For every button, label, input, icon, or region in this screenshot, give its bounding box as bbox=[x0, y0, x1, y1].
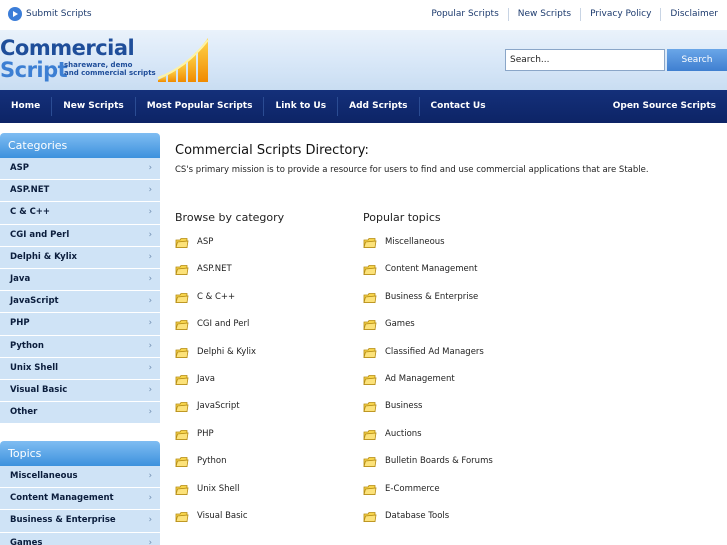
browse-category-link[interactable]: Delphi & Kylix bbox=[197, 346, 257, 357]
sidebar-topic-content-management[interactable]: Content Management › bbox=[0, 488, 160, 510]
nav-link-to-us[interactable]: Link to Us bbox=[264, 97, 338, 116]
sidebar-item-delphi-kylix[interactable]: Delphi & Kylix › bbox=[0, 247, 160, 269]
nav-add-scripts[interactable]: Add Scripts bbox=[338, 97, 419, 116]
browse-category-item[interactable] bbox=[175, 264, 355, 291]
browse-category-link[interactable]: ASP bbox=[197, 237, 214, 247]
popular-topic-link[interactable]: Business & Enterprise bbox=[385, 291, 479, 302]
browse-category-item[interactable] bbox=[175, 484, 355, 511]
popular-topics bbox=[363, 211, 543, 538]
folder-icon bbox=[363, 237, 377, 249]
browse-category-link[interactable]: ASP.NET bbox=[197, 264, 232, 275]
main-nav bbox=[0, 90, 727, 123]
submit-scripts-label: Submit Scripts bbox=[26, 9, 92, 19]
site-logo[interactable] bbox=[0, 36, 215, 86]
bar-chart-logo-icon bbox=[156, 36, 212, 82]
folder-icon bbox=[175, 511, 189, 523]
browse-category-item[interactable] bbox=[175, 511, 355, 538]
folder-icon bbox=[363, 429, 377, 441]
browse-category-link[interactable]: Python bbox=[197, 456, 227, 467]
submit-scripts-link[interactable] bbox=[8, 7, 92, 21]
folder-icon bbox=[363, 484, 377, 496]
top-link-popular-scripts[interactable]: Popular Scripts bbox=[431, 9, 499, 19]
sidebar-topic-games[interactable]: Games › bbox=[0, 533, 160, 545]
sidebar-item-javascript[interactable]: JavaScript › bbox=[0, 291, 160, 313]
folder-icon bbox=[175, 292, 189, 304]
sidebar-item-java[interactable]: Java › bbox=[0, 269, 160, 291]
sidebar-topic-business-enterprise[interactable]: Business & Enterprise › bbox=[0, 510, 160, 532]
popular-topic-item[interactable] bbox=[363, 264, 543, 291]
folder-icon bbox=[175, 429, 189, 441]
popular-topic-link[interactable]: Business bbox=[385, 401, 423, 412]
sidebar-categories bbox=[0, 133, 160, 424]
browse-category-link[interactable]: Visual Basic bbox=[197, 510, 248, 521]
sidebar-item-aspnet[interactable]: ASP.NET › bbox=[0, 180, 160, 202]
folder-icon bbox=[175, 374, 189, 386]
popular-topic-link[interactable]: Ad Management bbox=[385, 373, 455, 384]
logo-line1: Commercial bbox=[0, 36, 135, 60]
browse-category-link[interactable]: CGI and Perl bbox=[197, 319, 250, 330]
popular-topic-link[interactable]: Auctions bbox=[385, 428, 422, 439]
main-content bbox=[175, 143, 715, 521]
popular-heading: Popular topics bbox=[363, 211, 441, 224]
nav-open-source-scripts[interactable]: Open Source Scripts bbox=[612, 101, 716, 111]
sidebar-topics bbox=[0, 441, 160, 545]
top-link-disclaimer[interactable]: Disclaimer bbox=[660, 8, 727, 21]
browse-category-item[interactable] bbox=[175, 429, 355, 456]
folder-icon bbox=[363, 319, 377, 331]
popular-topic-item[interactable] bbox=[363, 237, 543, 264]
sidebar-item-cgi-perl[interactable]: CGI and Perl › bbox=[0, 225, 160, 247]
browse-category-item[interactable] bbox=[175, 237, 355, 264]
popular-topic-item[interactable] bbox=[363, 484, 543, 511]
top-link-new-scripts[interactable]: New Scripts bbox=[508, 8, 580, 21]
folder-icon bbox=[175, 484, 189, 496]
top-link-privacy-policy[interactable]: Privacy Policy bbox=[580, 8, 660, 21]
browse-category-item[interactable] bbox=[175, 347, 355, 374]
top-links bbox=[422, 8, 727, 21]
topics-heading: Topics bbox=[0, 441, 160, 466]
browse-category-link[interactable]: Unix Shell bbox=[197, 483, 240, 494]
header bbox=[0, 30, 727, 90]
folder-icon bbox=[175, 401, 189, 413]
folder-icon bbox=[363, 511, 377, 523]
browse-category-item[interactable] bbox=[175, 319, 355, 346]
browse-heading: Browse by category bbox=[175, 211, 285, 224]
folder-icon bbox=[363, 374, 377, 386]
folder-icon bbox=[175, 237, 189, 249]
search-button[interactable]: Search bbox=[667, 49, 727, 71]
popular-topic-link[interactable]: Classified Ad Managers bbox=[385, 346, 484, 357]
sidebar-item-visual-basic[interactable]: Visual Basic › bbox=[0, 380, 160, 402]
browse-category-link[interactable]: Java bbox=[197, 373, 215, 384]
browse-list bbox=[175, 237, 355, 538]
browse-category-link[interactable]: C & C++ bbox=[197, 291, 236, 302]
folder-icon bbox=[363, 401, 377, 413]
browse-category-item[interactable] bbox=[175, 292, 355, 319]
page-title: Commercial Scripts Directory: bbox=[175, 143, 369, 158]
popular-topic-item[interactable] bbox=[363, 429, 543, 456]
sidebar-item-other[interactable]: Other › bbox=[0, 402, 160, 424]
popular-topic-item[interactable] bbox=[363, 319, 543, 346]
browse-category-item[interactable] bbox=[175, 374, 355, 401]
popular-topic-item[interactable] bbox=[363, 347, 543, 374]
sidebar-item-asp[interactable]: ASP › bbox=[0, 158, 160, 180]
popular-topic-item[interactable] bbox=[363, 511, 543, 538]
logo-tagline: shareware, demo and commercial scripts bbox=[64, 61, 156, 77]
play-arrow-icon bbox=[8, 7, 22, 21]
popular-list bbox=[363, 237, 543, 538]
folder-icon bbox=[363, 264, 377, 276]
logo-line2: Script bbox=[0, 58, 68, 82]
folder-icon bbox=[175, 264, 189, 276]
popular-topic-item[interactable] bbox=[363, 456, 543, 483]
folder-icon bbox=[363, 456, 377, 468]
nav-most-popular-scripts[interactable]: Most Popular Scripts bbox=[136, 97, 265, 116]
nav-home[interactable]: Home bbox=[0, 97, 52, 116]
browse-category-item[interactable] bbox=[175, 401, 355, 428]
browse-category-link[interactable]: JavaScript bbox=[197, 401, 240, 412]
popular-topic-item[interactable] bbox=[363, 401, 543, 428]
popular-topic-link[interactable]: Content Management bbox=[385, 264, 478, 275]
folder-icon bbox=[175, 456, 189, 468]
sidebar-item-c-cpp[interactable]: C & C++ › bbox=[0, 202, 160, 224]
popular-topic-item[interactable] bbox=[363, 292, 543, 319]
nav-contact-us[interactable]: Contact Us bbox=[430, 101, 486, 111]
categories-heading: Categories bbox=[0, 133, 160, 158]
sidebar-item-python[interactable]: Python › bbox=[0, 336, 160, 358]
popular-topic-link[interactable]: Miscellaneous bbox=[385, 237, 445, 247]
browse-category-item[interactable] bbox=[175, 456, 355, 483]
sidebar-item-unix-shell[interactable]: Unix Shell › bbox=[0, 358, 160, 380]
browse-category-link[interactable]: PHP bbox=[197, 428, 214, 439]
popular-topic-item[interactable] bbox=[363, 374, 543, 401]
popular-topic-link[interactable]: Bulletin Boards & Forums bbox=[385, 456, 493, 467]
popular-topic-link[interactable]: E-Commerce bbox=[385, 483, 440, 494]
search-input[interactable] bbox=[505, 49, 665, 71]
popular-topic-link[interactable]: Database Tools bbox=[385, 510, 450, 521]
browse-by-category bbox=[175, 211, 355, 538]
folder-icon bbox=[175, 347, 189, 359]
sidebar-item-php[interactable]: PHP › bbox=[0, 313, 160, 335]
popular-topic-link[interactable]: Games bbox=[385, 319, 415, 330]
mission-text: CS's primary mission is to provide a resource for users to find and use commercial applications that are Stable. bbox=[175, 165, 649, 175]
folder-icon bbox=[363, 347, 377, 359]
nav-new-scripts[interactable]: New Scripts bbox=[52, 97, 136, 116]
sidebar-topic-miscellaneous[interactable]: Miscellaneous › bbox=[0, 466, 160, 488]
top-bar bbox=[0, 0, 727, 30]
folder-icon bbox=[175, 319, 189, 331]
folder-icon bbox=[363, 292, 377, 304]
